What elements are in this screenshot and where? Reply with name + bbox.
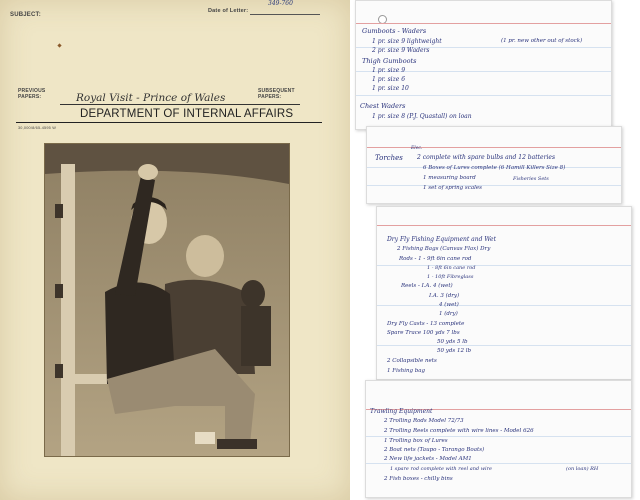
card-rule xyxy=(356,95,611,96)
card-line: Gumboots - Waders xyxy=(362,27,427,35)
card-line: I.A. 3 (dry) xyxy=(429,293,460,299)
card-line: Trawling Equipment xyxy=(370,408,433,415)
card-line: 2 Fishing Bags (Canvas Flax) Dry xyxy=(397,246,491,252)
card-line: (on loan) RH xyxy=(566,466,599,472)
card-rule xyxy=(366,436,631,437)
subsequent-papers-label: SUBSEQUENT PAPERS: xyxy=(258,88,295,100)
handwritten-subject: Royal Visit - Prince of Wales xyxy=(76,92,226,104)
index-card-waders xyxy=(355,0,612,130)
card-line: 4 (wet) xyxy=(439,302,459,308)
card-line: Rods - 1 - 9ft 6in cane rod xyxy=(399,256,472,262)
card-line: 1 pr. size 10 xyxy=(372,85,409,92)
index-card-dry-fly xyxy=(376,206,632,380)
previous-papers-label: PREVIOUS PAPERS: xyxy=(18,88,46,100)
card-line: 2 Boat nets (Taupo - Tarango Boats) xyxy=(384,447,485,453)
card-header-rule xyxy=(356,23,611,24)
card-line: 2 Fish boxes - chilly bins xyxy=(384,476,453,482)
card-rule xyxy=(377,345,631,346)
card-line: Dry Fly Fishing Equipment and Wet xyxy=(387,236,497,243)
card-line: 2 Trolling Reels complete with wire lines - Model 626 xyxy=(384,428,534,434)
card-line: 1 Fishing bag xyxy=(387,368,426,374)
card-line: 50 yds 12 lb xyxy=(437,348,471,354)
newspaper-photo xyxy=(44,143,290,457)
card-line: Chest Waders xyxy=(360,102,406,110)
card-line: Reels - I.A. 4 (wet) xyxy=(401,283,453,289)
card-rule xyxy=(377,265,631,266)
folder-mark xyxy=(57,43,61,47)
card-line: (1 pr. new other out of stock) xyxy=(501,38,583,44)
card-line: 1 - 8ft 6in cane rod xyxy=(427,265,476,271)
index-card-trawling xyxy=(365,380,632,498)
card-line: 2 New life jackets - Model AM1 xyxy=(384,456,472,462)
card-line: Thigh Gumboots xyxy=(362,57,417,65)
card-line: Torches xyxy=(375,154,403,162)
department-title: DEPARTMENT OF INTERNAL AFFAIRS xyxy=(80,108,294,120)
card-line: Fisheries Sets xyxy=(513,176,549,182)
department-rule xyxy=(16,122,322,123)
index-card-torches xyxy=(366,126,622,204)
date-of-letter-label: Date of Letter: xyxy=(208,8,249,14)
card-line: 2 pr. size 9 Waders xyxy=(372,47,430,54)
card-line: 2 Collapsible nets xyxy=(387,358,437,364)
date-rule xyxy=(250,14,320,15)
card-line: 1 set of spring scales xyxy=(423,185,482,191)
subject-rule xyxy=(60,104,300,105)
card-line: 1 (dry) xyxy=(439,311,458,317)
card-line: 1 pr. size 9 lightweight xyxy=(372,38,442,45)
photo-illustration xyxy=(45,144,289,456)
top-scribble: 349-760 xyxy=(268,0,293,7)
card-header-rule xyxy=(377,225,631,226)
card-line: Spare Trace 100 yds 7 lbs xyxy=(387,330,460,336)
card-rule xyxy=(377,305,631,306)
card-line: 1 pr. size 9 xyxy=(372,67,406,74)
card-line: 1 spare rod complete with reel and wire xyxy=(390,466,492,472)
card-rule xyxy=(367,185,621,186)
card-line: 6 Boxes of Lures complete (6 Hamill Killers Size 8) xyxy=(423,165,566,171)
card-line: Dry Fly Casts - 13 complete xyxy=(387,321,465,327)
card-line: 1 pr. size 6 xyxy=(372,76,406,83)
card-line: 1 measuring board xyxy=(423,175,476,181)
card-rule xyxy=(366,463,631,464)
card-line: 1 pr. size 8 (P.J. Quastall) on loan xyxy=(372,113,472,120)
card-line: 1 - 10ft Fibreglass xyxy=(427,274,474,280)
subject-label: SUBJECT: xyxy=(10,12,41,18)
print-code: 30,000/8/65-4595 W xyxy=(18,126,57,130)
card-line: 50 yds 5 lb xyxy=(437,339,468,345)
card-header-rule xyxy=(367,147,621,148)
card-line: 2 complete with spare bulbs and 12 batteries xyxy=(417,154,556,161)
card-line: 1 Trolling box of Lures xyxy=(384,438,448,444)
card-line: Elec. xyxy=(411,146,423,151)
card-line: 2 Trolling Rods Model 72/73 xyxy=(384,418,464,424)
